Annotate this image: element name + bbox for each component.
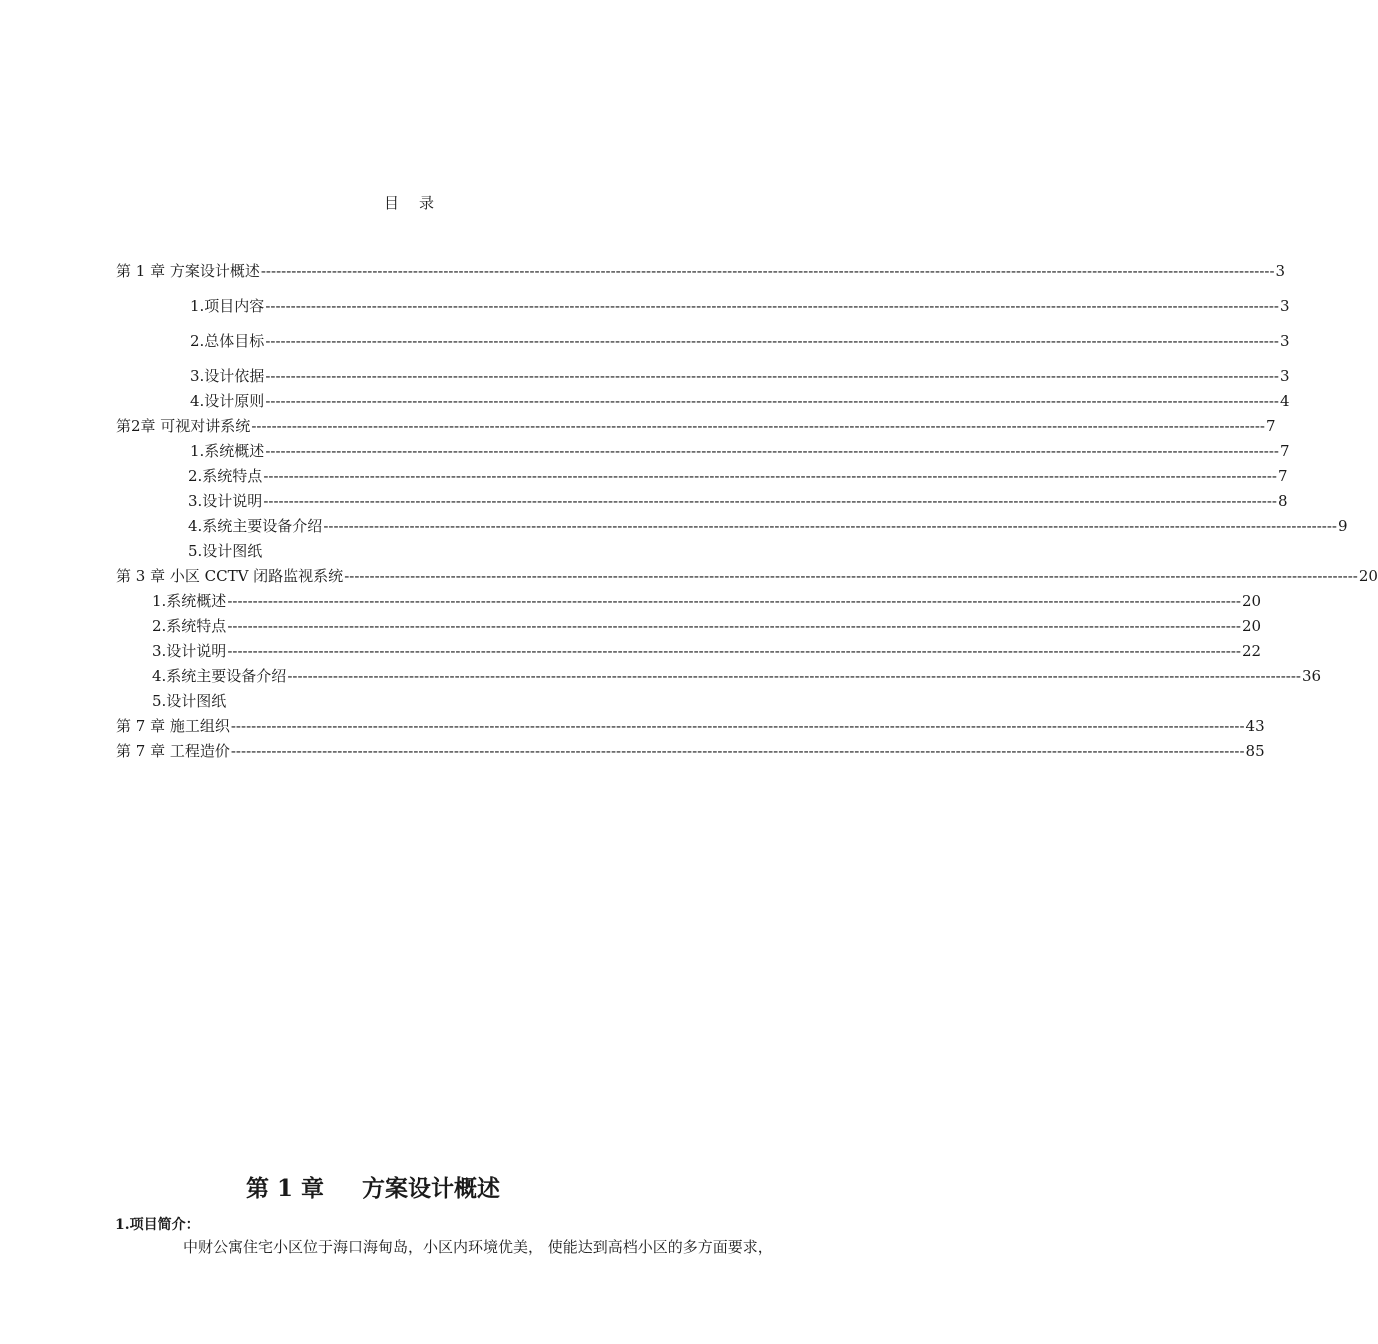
- toc-leader: --------------------------------------------------------------------------------------------------------------------------------------------------------------------------------------------------------: [265, 367, 1279, 385]
- toc-leader: --------------------------------------------------------------------------------------------------------------------------------------------------------------------------------------------------------: [263, 467, 1277, 485]
- toc-entry-page: 3: [1275, 262, 1286, 280]
- toc-entry[interactable]: [152, 642, 1262, 660]
- toc-entry-label: 第 1 章 方案设计概述: [116, 262, 260, 280]
- toc-entry-label: 3.设计依据: [190, 367, 265, 385]
- toc-leader: --------------------------------------------------------------------------------------------------------------------------------------------------------------------------------------------------------: [263, 492, 1277, 510]
- toc-leader: --------------------------------------------------------------------------------------------------------------------------------------------------------------------------------------------------------: [265, 392, 1279, 410]
- toc-entry-label: 5.设计图纸: [152, 692, 227, 710]
- toc-leader: --------------------------------------------------------------------------------------------------------------------------------------------------------------------------------------------------------: [251, 417, 1265, 435]
- section-heading: 1.项目简介：: [115, 1217, 200, 1233]
- toc-entry-page: 3: [1279, 297, 1290, 315]
- toc-entry-page: 20: [1358, 567, 1378, 585]
- body-paragraph: 中财公寓住宅小区位于海口海甸岛，小区内环境优美， 使能达到高档小区的多方面要求，: [183, 1238, 773, 1256]
- toc-entry-page: 3: [1279, 367, 1290, 385]
- toc-entry-label: 第 7 章 施工组织: [116, 717, 230, 735]
- toc-entry[interactable]: [188, 492, 1288, 510]
- toc-entry[interactable]: [152, 592, 1262, 610]
- toc-entry-label: 5.设计图纸: [188, 542, 263, 560]
- toc-leader: --------------------------------------------------------------------------------------------------------------------------------------------------------------------------------------------------------: [344, 567, 1358, 585]
- toc-entry-page: 3: [1279, 332, 1290, 350]
- toc-entry-page: 43: [1245, 717, 1265, 735]
- toc-entry-label: 3.设计说明: [188, 492, 263, 510]
- toc-entry-label: 第 7 章 工程造价: [116, 742, 230, 760]
- toc-leader: --------------------------------------------------------------------------------------------------------------------------------------------------------------------------------------------------------: [265, 332, 1279, 350]
- toc-entry-label: 第 3 章 小区 CCTV 闭路监视系统: [116, 567, 344, 585]
- toc-entry-page: 85: [1245, 742, 1265, 760]
- toc-entry[interactable]: [190, 392, 1290, 410]
- toc-leader: --------------------------------------------------------------------------------------------------------------------------------------------------------------------------------------------------------: [260, 262, 1275, 280]
- toc-leader: --------------------------------------------------------------------------------------------------------------------------------------------------------------------------------------------------------: [227, 592, 1241, 610]
- toc-entry[interactable]: [188, 542, 308, 560]
- toc-entry-page: 7: [1277, 467, 1288, 485]
- toc-entry[interactable]: [188, 517, 1348, 535]
- toc-entry[interactable]: [152, 692, 272, 710]
- toc-entry-label: 1.项目内容: [190, 297, 265, 315]
- toc-entry-label: 2.总体目标: [190, 332, 265, 350]
- toc-entry-label: 3.设计说明: [152, 642, 227, 660]
- toc-entry-label: 第2章 可视对讲系统: [116, 417, 251, 435]
- toc-entry-page: 20: [1241, 617, 1262, 635]
- toc-title: [384, 192, 434, 213]
- toc-entry-page: 20: [1241, 592, 1262, 610]
- toc-entry-label: 2.系统特点: [188, 467, 263, 485]
- toc-entry-page: 36: [1301, 667, 1322, 685]
- chapter-number: 第 1 章: [246, 1175, 325, 1202]
- toc-entry[interactable]: [116, 262, 1286, 280]
- toc-leader: --------------------------------------------------------------------------------------------------------------------------------------------------------------------------------------------------------: [323, 517, 1337, 535]
- toc-leader: --------------------------------------------------------------------------------------------------------------------------------------------------------------------------------------------------------: [227, 642, 1241, 660]
- toc-entry-page: 22: [1241, 642, 1262, 660]
- toc-entry[interactable]: [152, 617, 1262, 635]
- toc-entry-page: 9: [1337, 517, 1348, 535]
- toc-title-left: 目: [384, 194, 400, 212]
- toc-entry[interactable]: [116, 742, 1265, 760]
- chapter-heading: [246, 1170, 500, 1203]
- toc-entry[interactable]: [190, 442, 1290, 460]
- toc-entry-label: 1.系统概述: [152, 592, 227, 610]
- toc-entry[interactable]: [188, 467, 1288, 485]
- toc-entry-label: 4.系统主要设备介绍: [188, 517, 323, 535]
- toc-entry[interactable]: [190, 332, 1290, 350]
- toc-entry-page: 4: [1279, 392, 1290, 410]
- toc-leader: --------------------------------------------------------------------------------------------------------------------------------------------------------------------------------------------------------: [287, 667, 1301, 685]
- toc-entry-page: 8: [1277, 492, 1288, 510]
- toc-entry-label: 4.系统主要设备介绍: [152, 667, 287, 685]
- toc-entry[interactable]: [152, 667, 1322, 685]
- toc-entry[interactable]: [116, 717, 1265, 735]
- toc-entry[interactable]: [116, 567, 1378, 585]
- toc-entry-page: 7: [1265, 417, 1276, 435]
- toc-entry[interactable]: [190, 367, 1290, 385]
- toc-leader: --------------------------------------------------------------------------------------------------------------------------------------------------------------------------------------------------------: [265, 297, 1279, 315]
- toc-leader: --------------------------------------------------------------------------------------------------------------------------------------------------------------------------------------------------------: [227, 617, 1241, 635]
- toc-entry-label: 2.系统特点: [152, 617, 227, 635]
- toc-leader: --------------------------------------------------------------------------------------------------------------------------------------------------------------------------------------------------------: [230, 717, 1245, 735]
- toc-leader: --------------------------------------------------------------------------------------------------------------------------------------------------------------------------------------------------------: [230, 742, 1245, 760]
- toc-entry[interactable]: [116, 417, 1276, 435]
- toc-entry-label: 4.设计原则: [190, 392, 265, 410]
- toc-entry-page: 7: [1279, 442, 1290, 460]
- toc-title-right: 录: [419, 194, 435, 212]
- chapter-title: 方案设计概述: [362, 1175, 501, 1202]
- toc-leader: --------------------------------------------------------------------------------------------------------------------------------------------------------------------------------------------------------: [265, 442, 1279, 460]
- toc-entry[interactable]: [190, 297, 1290, 315]
- toc-entry-label: 1.系统概述: [190, 442, 265, 460]
